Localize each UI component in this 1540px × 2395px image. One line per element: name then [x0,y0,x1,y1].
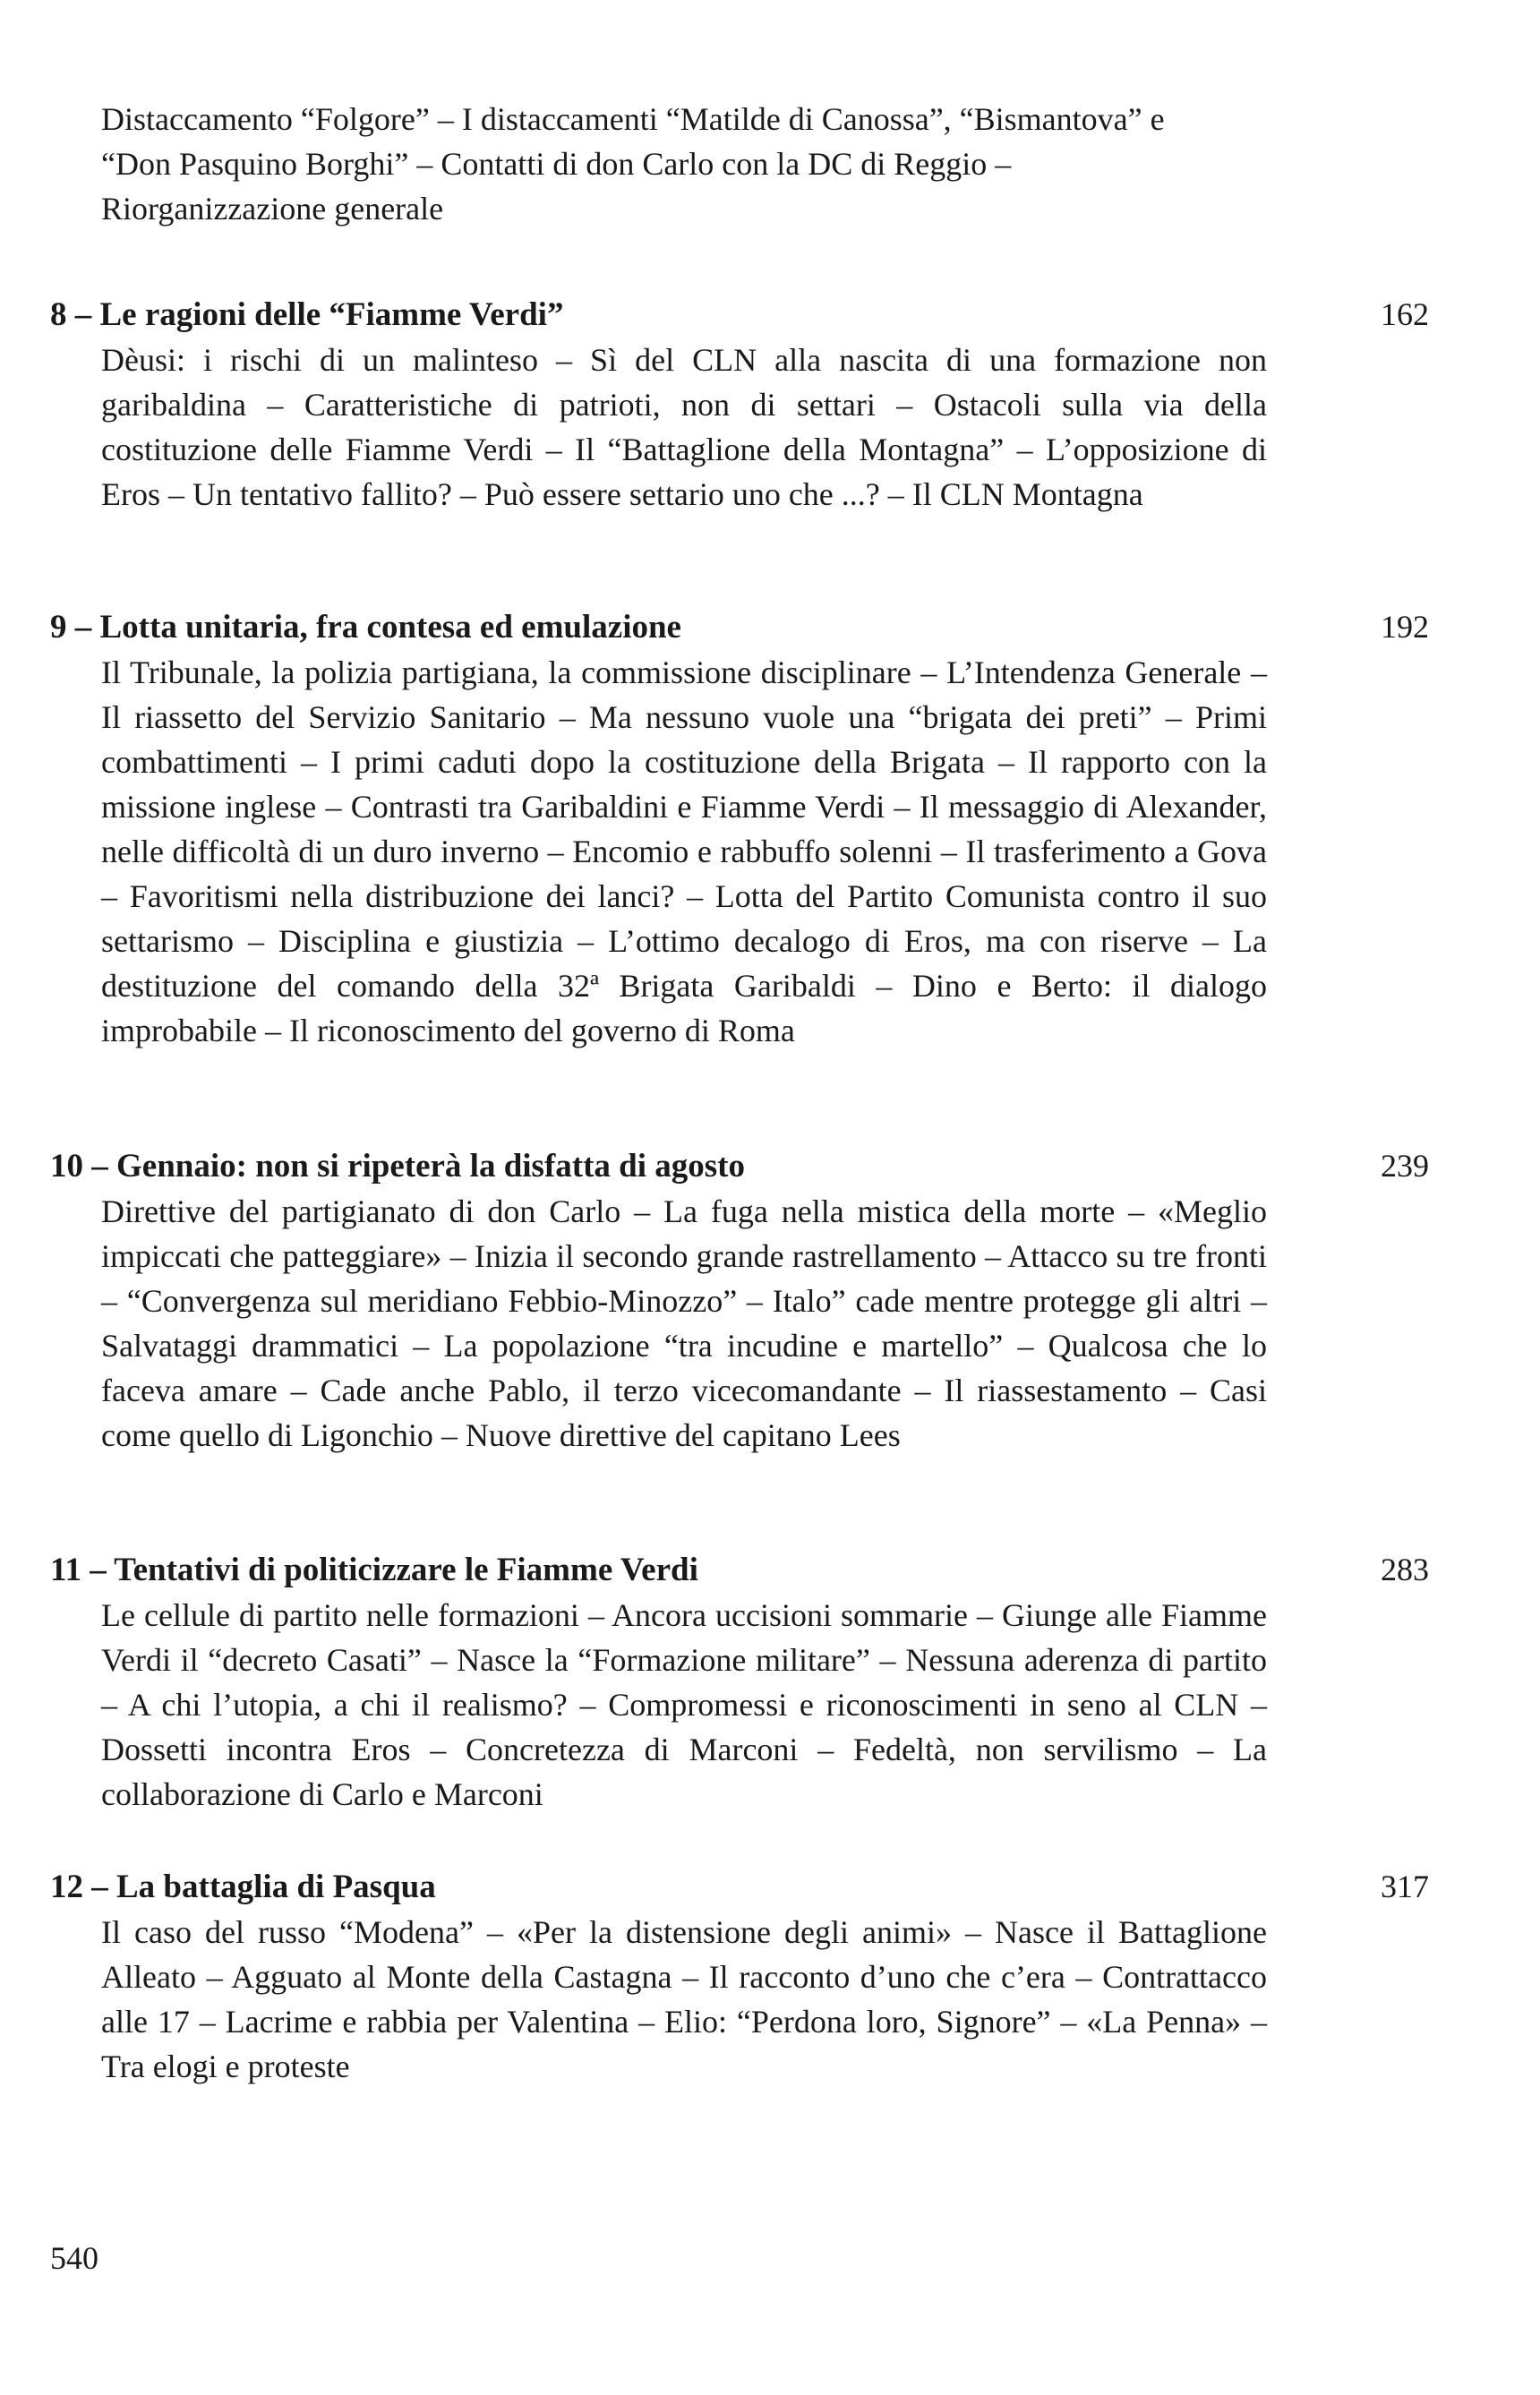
page-number: 540 [50,2240,98,2276]
chapter-page-number: 317 [1381,1869,1429,1904]
toc-entry-header [50,604,1429,650]
toc-entry-chapter-10 [50,1143,1429,1458]
chapter-summary: Le cellule di partito nelle formazioni – Ancora uccisioni sommarie – Giunge alle Fiamme Verdi il “decreto Casati” – Nasce la “Formazione militare” – Nessuna aderenza di partito – A chi l’utopia, a chi il realismo? – Compromessi e riconoscimenti in seno al CLN – Dossetti incontra Eros – Concretezza di Marconi – Fedeltà, non servilismo – La collaborazione di Carlo e Marconi [101,1597,1267,1812]
chapter-summary: Dèusi: i rischi di un malinteso – Sì del CLN alla nascita di una formazione non garibaldina – Caratteristiche di patrioti, non di settari – Ostacoli sulla via della costituzione delle Fiamme Verdi – Il “Battaglione della Montagna” – L’opposizione di Eros – Un tentativo fallito? – Può essere settario uno che ...? – Il CLN Montagna [101,342,1267,512]
toc-entry-chapter-12 [50,1864,1429,2089]
chapter-title: 8 – Le ragioni delle “Fiamme Verdi” [50,296,564,333]
toc-entry-chapter-8 [50,292,1429,517]
chapter-page-number: 283 [1381,1552,1429,1587]
chapter-page-number: 239 [1381,1148,1429,1184]
toc-entry-header [50,1864,1429,1910]
chapter-title: 11 – Tentativi di politicizzare le Fiamme Verdi [50,1552,698,1588]
chapter-summary: Il Tribunale, la polizia partigiana, la commissione disciplinare – L’Intendenza Generale – Il riassetto del Servizio Sanitario – Ma nessuno vuole una “brigata dei preti” – Primi combattimenti – I primi caduti dopo la costituzione della Brigata – Il rapporto con la missione inglese – Contrasti tra Garibaldini e Fiamme Verdi – Il messaggio di Alexander, nelle difficoltà di un duro inverno – Encomio e rabbuffo solenni – Il trasferimento a Gova – Favoritismi nella distribuzione dei lanci? – Lotta del Partito Comunista contro il suo settarismo – Disciplina e giustizia – L’ottimo decalogo di Eros, ma con riserve – La destituzione del comando della 32ª Brigata Garibaldi – Dino e Berto: il dialogo improbabile – Il riconoscimento del governo di Roma [101,654,1267,1048]
chapter-page-number: 192 [1381,609,1429,645]
chapter-summary: Il caso del russo “Modena” – «Per la distensione degli animi» – Nasce il Battaglione Alleato – Agguato al Monte della Castagna – Il racconto d’uno che c’era – Contrattacco alle 17 – Lacrime e rabbia per Valentina – Elio: “Perdona loro, Signore” – «La Penna» – Tra elogi e proteste [101,1914,1267,2084]
chapter-page-number: 162 [1381,296,1429,332]
chapter-title: 9 – Lotta unitaria, fra contesa ed emulazione [50,609,681,646]
chapter-summary: Direttive del partigianato di don Carlo – La fuga nella mistica della morte – «Meglio impiccati che patteggiare» – Inizia il secondo grande rastrellamento – Attacco su tre fronti – “Convergenza sul meridiano Febbio-Minozzo” – Italo” cade mentre protegge gli altri – Salvataggi drammatici – La popolazione “tra incudine e martello” – Qualcosa che lo faceva amare – Cade anche Pablo, il terzo vicecomandante – Il riassestamento – Casi come quello di Ligonchio – Nuove direttive del capitano Lees [101,1193,1267,1453]
toc-entry-header [50,1143,1429,1189]
toc-entry-chapter-11 [50,1547,1429,1817]
toc-entry-header [50,1547,1429,1593]
previous-chapter-summary: Distaccamento “Folgore” – I distaccamenti “Matilde di Canossa”, “Bismantova” e “Don Pasquino Borghi” – Contatti di don Carlo con la DC di Reggio – Riorganizzazione generale [101,101,1165,227]
chapter-title: 12 – La battaglia di Pasqua [50,1869,436,1905]
chapter-title: 10 – Gennaio: non si ripeterà la disfatta di agosto [50,1148,745,1185]
toc-entry-header [50,292,1429,338]
toc-entry-chapter-9 [50,604,1429,1053]
